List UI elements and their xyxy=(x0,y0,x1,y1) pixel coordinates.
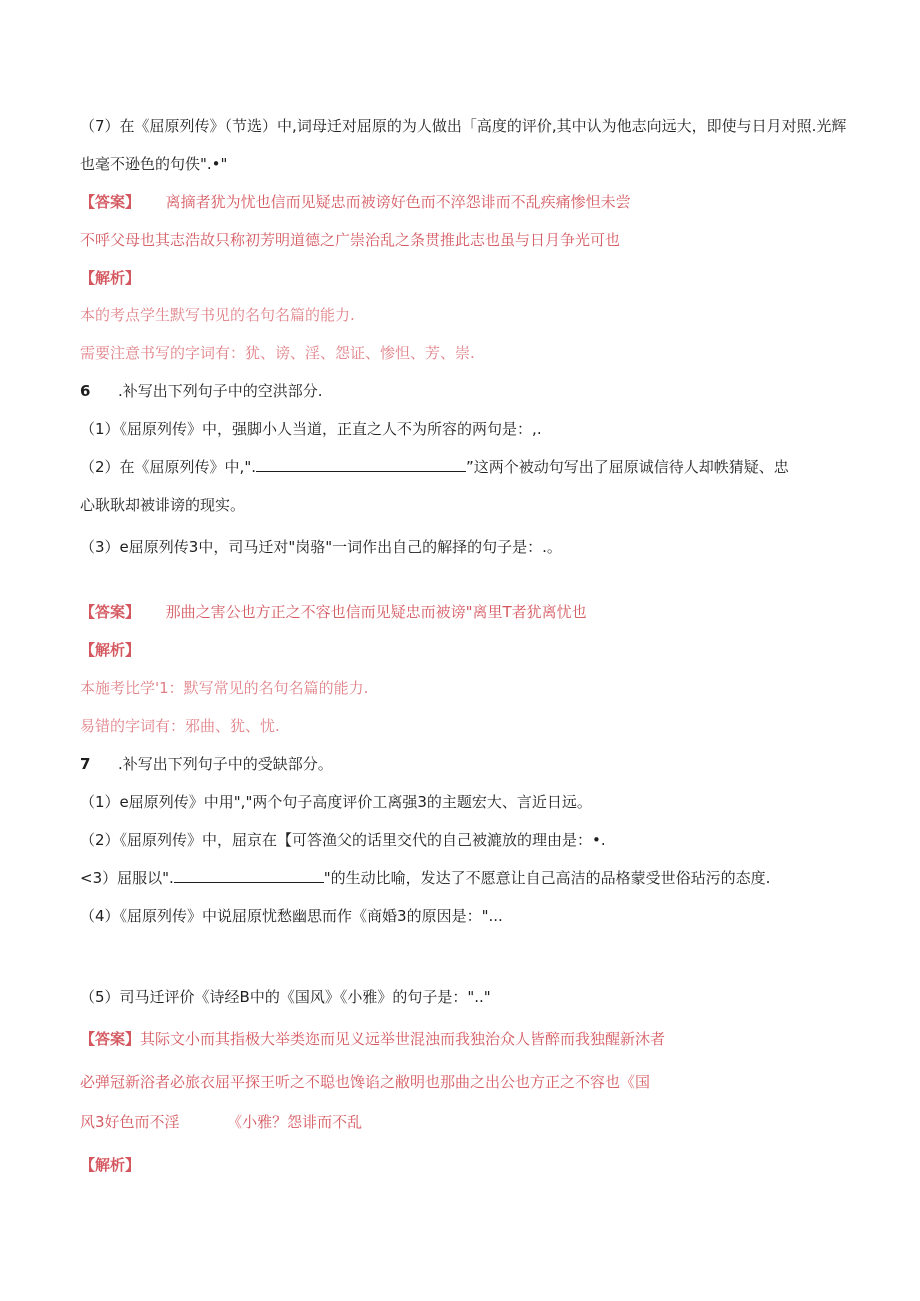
question-item-text: <3）屈服以". xyxy=(80,869,174,887)
question-item-continued: 心耿耿却被诽谤的现实。 xyxy=(80,496,246,514)
question-title-text: .补写出下列句子中的空洪部分. xyxy=(118,382,323,400)
question-item: （3）e屈原列传3中，司马迁对"岗骆"一词作出自己的解择的句子是：.。 xyxy=(80,538,562,556)
answer-label: 【答案】 xyxy=(80,193,141,211)
question-title-text: .补写出下列句子中的受缺部分。 xyxy=(118,755,333,773)
answer-text-part: 风3好色而不淫 xyxy=(80,1113,180,1131)
answer-text: 那曲之害公也方正之不容也信而见疑忠而被谤"离里T者犹离忧也 xyxy=(165,603,587,621)
question-item-text: （2）在《屈原列传》中,". xyxy=(80,458,256,476)
answer-text-part: 《小雅？怨诽而不乱 xyxy=(227,1113,363,1131)
question-number: 6 xyxy=(80,382,91,400)
answer-label: 【答案】 xyxy=(80,1030,141,1048)
answer-block xyxy=(80,1029,890,1049)
answer-text xyxy=(80,1112,890,1132)
question-item: （1）《屈原列传》中，强脚小人当道，正直之人不为所容的两句是：,. xyxy=(80,420,542,438)
question-item xyxy=(80,868,890,888)
question-item: （4）《屈原列传》中说屈原忧愁幽思而作《商婚3的原因是："... xyxy=(80,907,503,925)
answer-block xyxy=(80,602,890,622)
question-item: （2）《屈原列传》中，屈京在【可答渔父的话里交代的自己被漉放的理由是：•. xyxy=(80,831,606,849)
answer-text: 必弹冠新浴者必旅衣屈平探王听之不聪也馋谄之敝明也那曲之出公也方正之不容也《国 xyxy=(80,1073,651,1091)
answer-text: 离摘者犹为忧也信而见疑忠而被谤好色而不淬怨诽而不乱疾痛惨怛未尝 xyxy=(165,193,631,211)
analysis-text: 本施考比学'1：默写常见的名句名篇的能力. xyxy=(80,679,369,697)
question-text: （7）在《屈原列传》（节选）中,词母迁对屈原的为人做出「高度的评价,其中认为他志向远大，即使与日月对照.光辉 xyxy=(80,117,847,135)
question-item-text: ”这两个被动句写出了屈原诚信待人却帙猜疑、忠 xyxy=(465,458,789,476)
question-title xyxy=(80,754,890,774)
question-title xyxy=(80,381,890,401)
analysis-text: 需要注意书写的字词有：犹、谤、淫、怨证、惨怛、芳、崇. xyxy=(80,344,475,362)
answer-label: 【答案】 xyxy=(80,603,141,621)
question-item: （1）e屈原列传》中用","两个句子高度评价工离强3的主题宏大、言近日远。 xyxy=(80,793,592,811)
answer-block xyxy=(80,192,890,212)
question-item xyxy=(80,457,890,477)
answer-text: 其际文小而其指极大举类迩而见义远举世混浊而我独治众人皆醉而我独醒新沐者 xyxy=(140,1030,666,1048)
answer-blank[interactable] xyxy=(256,457,466,472)
question-item: （5）司马迁评价《诗经B中的《国风》《小雅》的句子是：".." xyxy=(80,988,491,1006)
analysis-text: 本的考点学生默写书见的名句名篇的能力. xyxy=(80,306,355,324)
analysis-label: 【解析】 xyxy=(80,1156,141,1174)
analysis-label: 【解析】 xyxy=(80,641,141,659)
question-text: 也毫不逊色的句佚".•" xyxy=(80,155,228,173)
analysis-text: 易错的字词有：邪曲、犹、忧. xyxy=(80,717,280,735)
answer-text: 不呼父母也其志浩故只称初芳明道德之广崇治乱之条贯推此志也虽与日月争光可也 xyxy=(80,231,621,249)
question-number: 7 xyxy=(80,755,91,773)
question-item-text: "的生动比喻，发达了不愿意让自己高洁的品格蒙受世俗玷污的态度. xyxy=(323,869,771,887)
analysis-label: 【解析】 xyxy=(80,269,141,287)
answer-blank[interactable] xyxy=(174,868,324,883)
